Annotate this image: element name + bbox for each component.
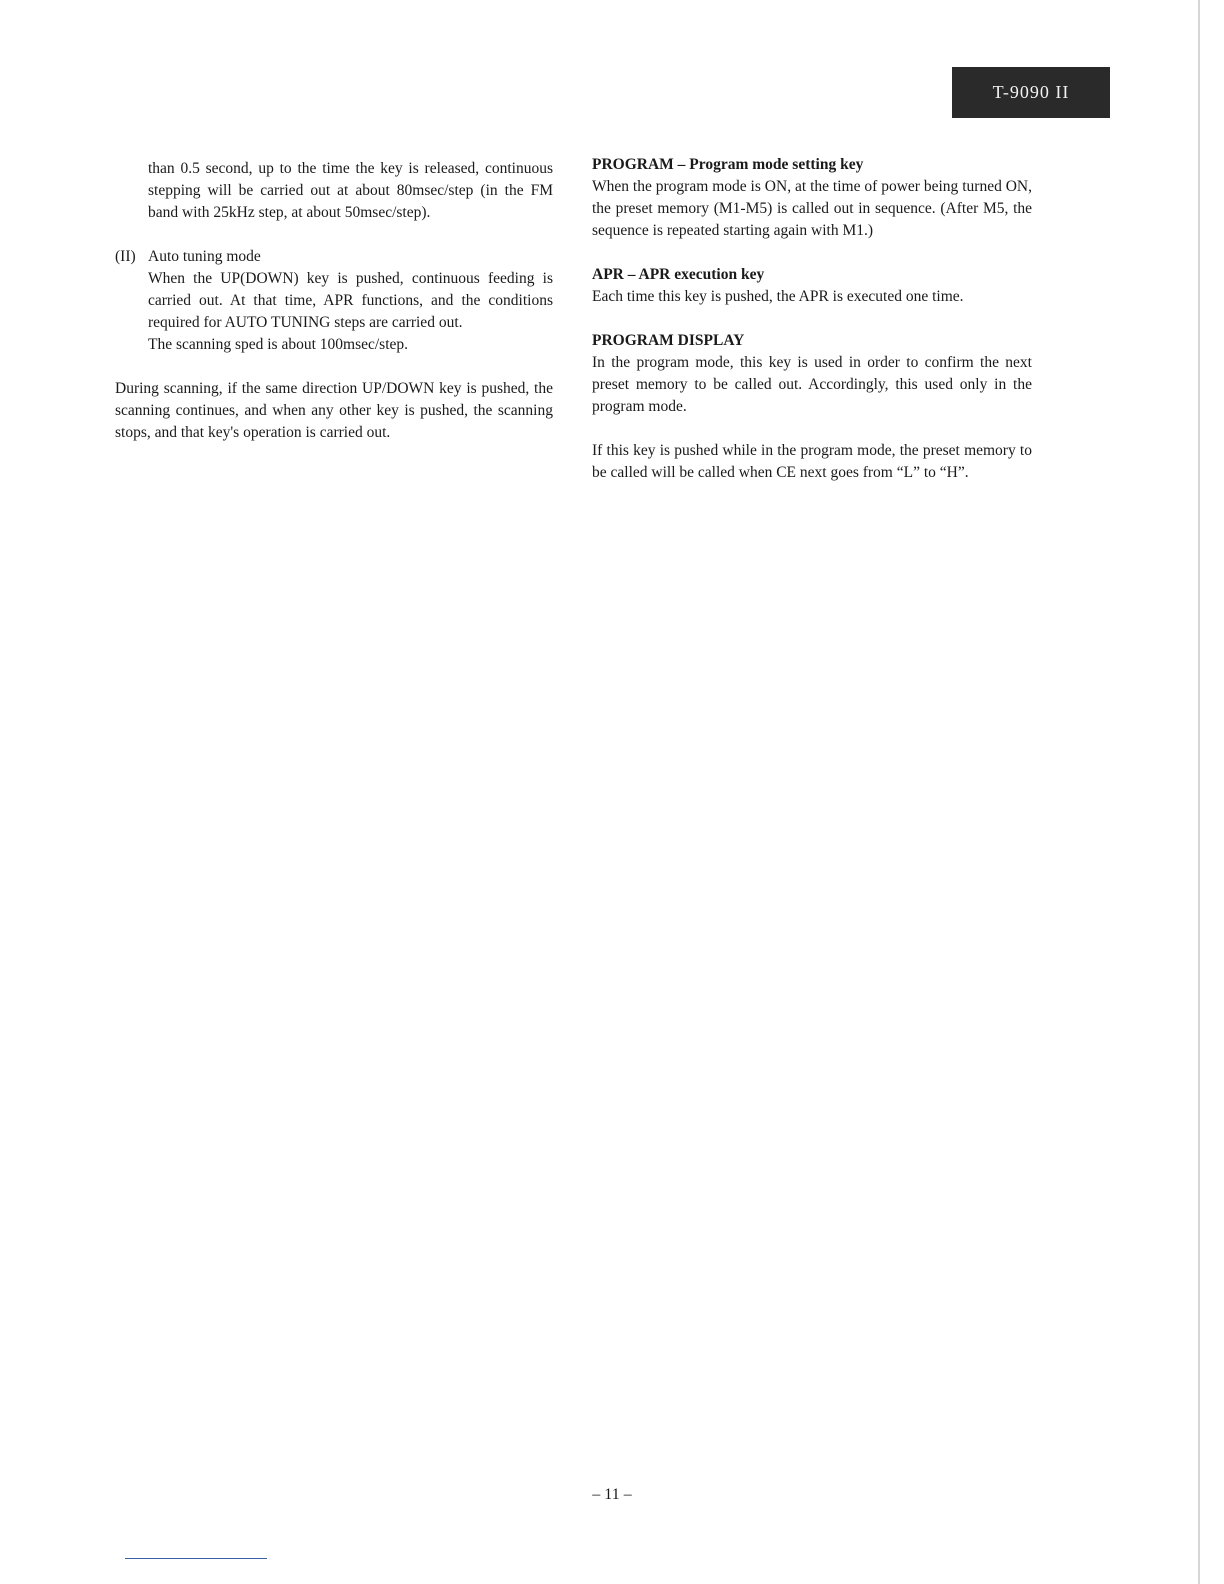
apr-key-body: Each time this key is pushed, the APR is executed one time. bbox=[592, 288, 964, 305]
auto-tuning-speed: The scanning sped is about 100msec/step. bbox=[148, 336, 409, 353]
page-edge-rule bbox=[1198, 0, 1200, 1584]
model-badge bbox=[952, 67, 1110, 118]
auto-tuning-section bbox=[115, 246, 553, 356]
program-key-heading: PROGRAM – Program mode setting key bbox=[592, 156, 864, 173]
program-display-body: In the program mode, this key is used in order to confirm the next preset memory to be called out. Accordingly, this used only in the program mode. bbox=[592, 354, 1032, 415]
bottom-rule bbox=[125, 1558, 267, 1559]
right-column bbox=[592, 154, 1032, 484]
model-label: T-9090 II bbox=[992, 82, 1070, 102]
continuation-paragraph: than 0.5 second, up to the time the key is released, continuous stepping will be carried out at about 80msec/step (in the FM band with 25kHz step, at about 50msec/step). bbox=[148, 160, 553, 221]
auto-tuning-title: Auto tuning mode bbox=[148, 248, 261, 265]
left-column bbox=[115, 158, 553, 444]
program-display-note: If this key is pushed while in the program mode, the preset memory to be called will be called when CE next goes from “L” to “H”. bbox=[592, 442, 1032, 481]
program-key-body: When the program mode is ON, at the time of power being turned ON, the preset memory (M1-M5) is called out in sequence. (After M5, the sequence is repeated starting again with M1.) bbox=[592, 178, 1032, 239]
auto-tuning-body: When the UP(DOWN) key is pushed, continuous feeding is carried out. At that time, APR functions, and the conditions required for AUTO TUNING steps are carried out. bbox=[148, 270, 553, 331]
page-number: – 11 – bbox=[592, 1486, 632, 1503]
scanning-note: During scanning, if the same direction UP/DOWN key is pushed, the scanning continues, and when any other key is pushed, the scanning stops, and that key's operation is carried out. bbox=[115, 380, 553, 441]
apr-key-heading: APR – APR execution key bbox=[592, 266, 765, 283]
section-label: (II) bbox=[115, 248, 136, 265]
program-display-heading: PROGRAM DISPLAY bbox=[592, 332, 745, 349]
